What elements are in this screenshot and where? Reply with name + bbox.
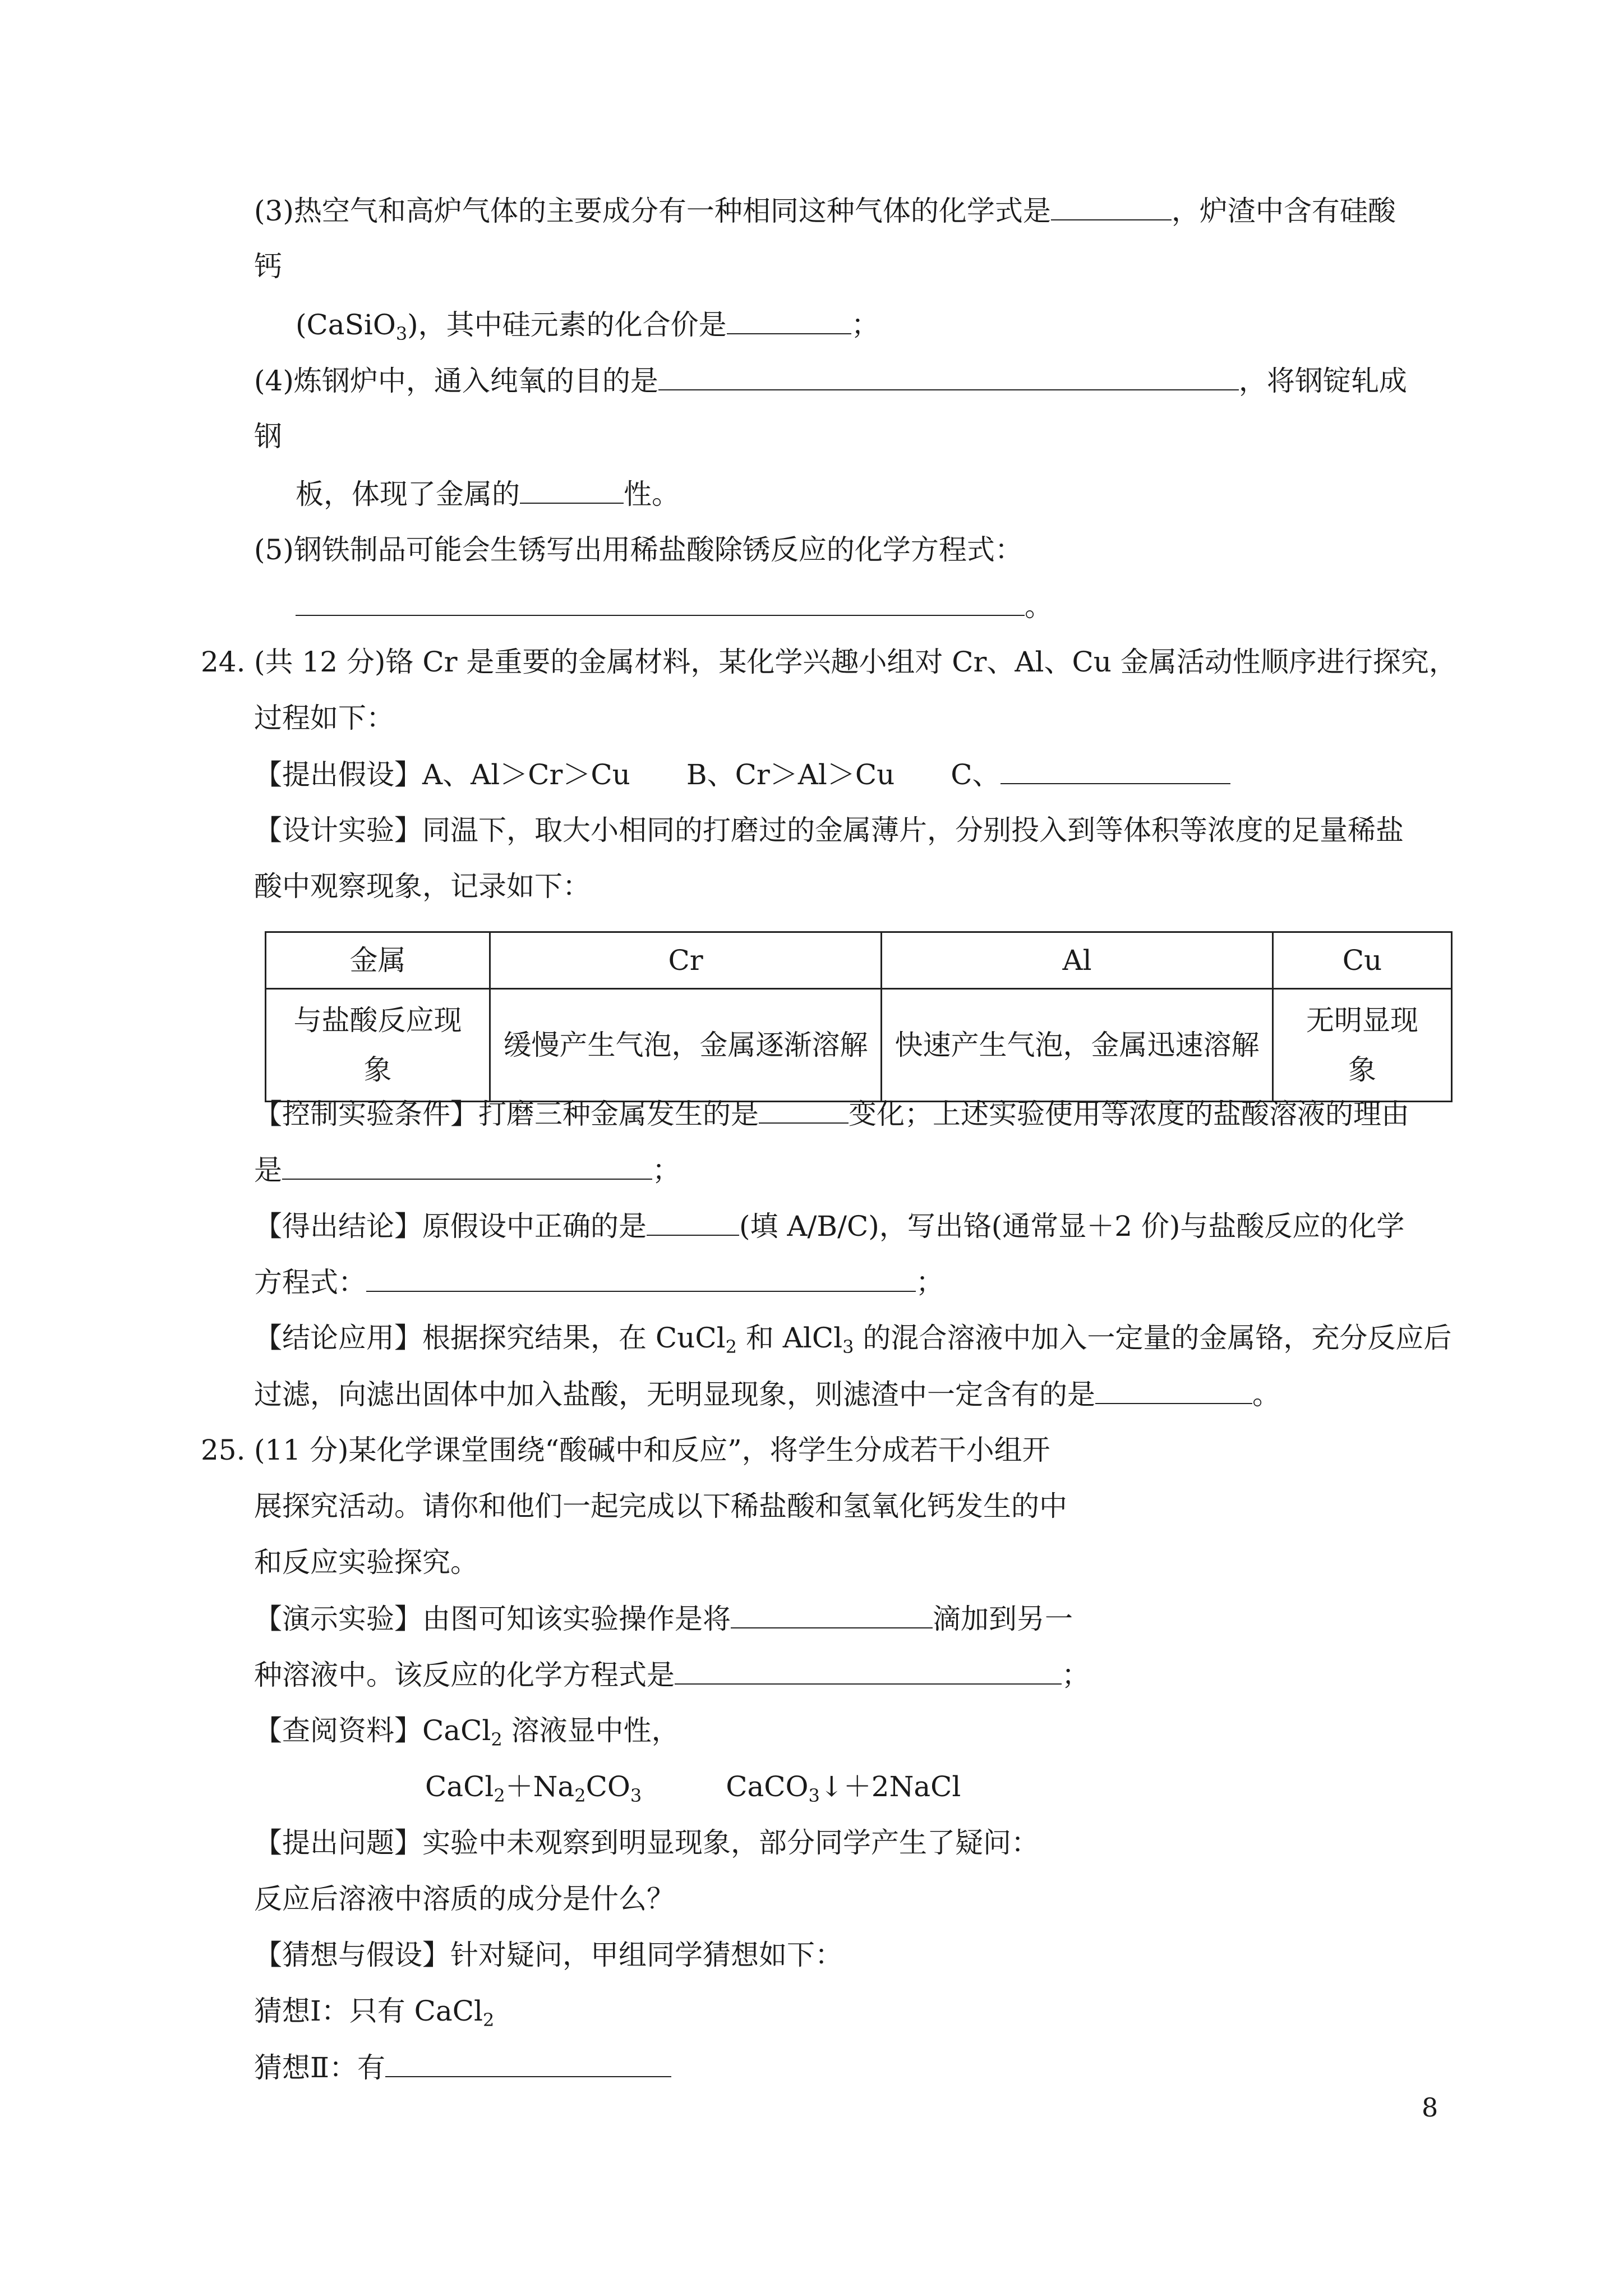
q25-reference-line1 (254, 1714, 680, 1756)
q24-intro-line2: 过程如下： (254, 702, 394, 734)
text: 种溶液中。该反应的化学方程式是 (254, 1659, 675, 1691)
q25-guess-2 (254, 2050, 671, 2085)
text: 【控制实验条件】打磨三种金属发生的是 (254, 1098, 759, 1130)
text: (4)炼钢炉中，通入纯氧的目的是 (254, 365, 658, 397)
page-number: 8 (1422, 2092, 1438, 2123)
text: (填 A/B/C)，写出铬(通常显＋2 价)与盐酸反应的化学 (739, 1210, 1405, 1243)
q23-part3-line1 (254, 194, 1396, 228)
q24-application-line2 (254, 1377, 1280, 1411)
text: 。 (1252, 1378, 1280, 1411)
table-header-cell: Cr (490, 932, 882, 989)
subscript: 3 (808, 1785, 820, 1806)
text: 滴加到另一 (933, 1603, 1073, 1635)
subscript: 2 (491, 1729, 502, 1750)
answer-blank[interactable] (658, 364, 1239, 390)
table-cell-cu (1273, 989, 1452, 1102)
table-header-cell: Al (882, 932, 1273, 989)
answer-blank[interactable] (366, 1265, 916, 1292)
q24-design-line2: 酸中观察现象，记录如下： (254, 870, 591, 903)
q25-number: 25. (201, 1434, 246, 1466)
text: 与盐酸反应现 (293, 1004, 462, 1037)
text: 【结论应用】根据探究结果，在 CuCl (254, 1322, 726, 1354)
answer-blank[interactable] (520, 477, 624, 504)
text: 方程式： (254, 1266, 366, 1299)
q24-application-line1 (254, 1321, 1451, 1364)
q24-number: 24. (201, 646, 246, 678)
q25-intro-line2: 展探究活动。请你和他们一起完成以下稀盐酸和氢氧化钙发生的中 (254, 1490, 1067, 1522)
q24-hypothesis (254, 757, 1230, 792)
text: CaCl (425, 1770, 494, 1803)
q25-intro-line3: 和反应实验探究。 (254, 1546, 478, 1579)
text: 【得出结论】原假设中正确的是 (254, 1210, 647, 1243)
q25-intro-line1: (11 分)某化学课堂围绕“酸碱中和反应”，将学生分成若干小组开 (254, 1434, 1050, 1466)
text: 变化；上述实验使用等浓度的盐酸溶液的理由 (849, 1098, 1409, 1130)
q25-guess-1 (254, 1994, 494, 2037)
text: )，其中硅元素的化合价是 (407, 309, 727, 341)
table-header-cell: 金属 (266, 932, 490, 989)
text: CaCO (642, 1770, 809, 1803)
subscript: 2 (574, 1785, 586, 1806)
text: 猜想Ⅰ：只有 CaCl (254, 1995, 483, 2027)
text: ； (851, 309, 879, 341)
q25-demo-line2 (254, 1658, 1090, 1692)
text: 【提出假设】A、Al＞Cr＞Cu B、Cr＞Al＞Cu C、 (254, 758, 1000, 791)
text: 是 (254, 1154, 282, 1186)
text: 【查阅资料】CaCl (254, 1714, 491, 1747)
table-header-cell: Cu (1273, 932, 1452, 989)
q23-part4-line1 (254, 364, 1407, 398)
text: ↓＋2NaCl (819, 1770, 961, 1803)
answer-blank[interactable] (731, 1602, 933, 1628)
text: 溶液显中性， (502, 1714, 680, 1747)
q24-control-line2 (254, 1153, 680, 1187)
q25-question-line2: 反应后溶液中溶质的成分是什么？ (254, 1883, 675, 1915)
text: ，将钢锭轧成 (1238, 365, 1407, 397)
subscript: 3 (395, 323, 408, 344)
table-cell-al: 快速产生气泡，金属迅速溶解 (882, 989, 1273, 1102)
text: ； (916, 1266, 944, 1299)
subscript: 2 (725, 1336, 737, 1358)
q24-control-line1 (254, 1097, 1409, 1131)
answer-blank[interactable] (385, 2050, 671, 2077)
text: 性。 (624, 478, 680, 510)
answer-blank[interactable] (282, 1153, 652, 1180)
text: 象 (363, 1053, 392, 1086)
subscript: 2 (482, 2009, 495, 2031)
subscript: 3 (630, 1785, 642, 1806)
answer-blank[interactable] (296, 589, 1025, 616)
text: 。 (1025, 590, 1053, 623)
text: ； (1062, 1659, 1090, 1691)
answer-blank[interactable] (727, 307, 851, 334)
metal-reaction-table (265, 931, 1453, 1102)
answer-blank[interactable] (1051, 194, 1172, 220)
q23-part3-line3 (296, 307, 879, 351)
answer-blank[interactable] (1095, 1377, 1252, 1404)
answer-blank[interactable] (647, 1209, 739, 1236)
q25-question-line1: 【提出问题】实验中未观察到明显现象，部分同学产生了疑问： (254, 1826, 1039, 1859)
q25-reaction-equation (425, 1770, 961, 1812)
text: 象 (1348, 1053, 1377, 1086)
q24-conclusion-line2 (254, 1265, 944, 1299)
q23-part5-line1: (5)钢铁制品可能会生锈写出用稀盐酸除锈反应的化学方程式： (254, 533, 1023, 566)
text: (3)热空气和高炉气体的主要成分有一种相同这种气体的化学式是 (254, 195, 1051, 227)
text: 板，体现了金属的 (296, 478, 520, 510)
q24-design-line1: 【设计实验】同温下，取大小相同的打磨过的金属薄片，分别投入到等体积等浓度的足量稀盐 (254, 814, 1404, 846)
text: 猜想Ⅱ：有 (254, 2051, 385, 2084)
q23-part4-line2: 钢 (254, 420, 282, 453)
text: 的混合溶液中加入一定量的金属铬，充分反应后 (854, 1322, 1452, 1354)
text: 【演示实验】由图可知该实验操作是将 (254, 1603, 731, 1635)
q25-guess-title: 【猜想与假设】针对疑问，甲组同学猜想如下： (254, 1939, 843, 1971)
text: ，炉渣中含有硅酸 (1171, 195, 1396, 227)
q24-intro-line1: (共 12 分)铬 Cr 是重要的金属材料，某化学兴趣小组对 Cr、Al、Cu 金属活动性顺序进行探究， (254, 646, 1457, 678)
table-row (266, 989, 1452, 1102)
text: 无明显现 (1306, 1004, 1419, 1037)
answer-blank[interactable] (675, 1658, 1062, 1685)
q23-part4-line3 (296, 477, 680, 511)
table-row-label (266, 989, 490, 1102)
answer-blank[interactable] (759, 1097, 849, 1124)
table-header-row (266, 932, 1452, 989)
table-cell-cr: 缓慢产生气泡，金属逐渐溶解 (490, 989, 882, 1102)
text: CO (585, 1770, 630, 1803)
answer-blank[interactable] (1000, 757, 1230, 784)
text: ； (652, 1154, 680, 1186)
subscript: 2 (494, 1785, 505, 1806)
text: ＋Na (505, 1770, 575, 1803)
subscript: 3 (842, 1336, 854, 1358)
text: 和 AlCl (736, 1322, 843, 1354)
text: (CaSiO (296, 309, 396, 341)
q24-conclusion-line1 (254, 1209, 1404, 1243)
q23-part5-line2 (296, 589, 1053, 623)
q25-demo-line1 (254, 1602, 1073, 1636)
text: 过滤，向滤出固体中加入盐酸，无明显现象，则滤渣中一定含有的是 (254, 1378, 1095, 1411)
q23-part3-line2: 钙 (254, 250, 282, 283)
